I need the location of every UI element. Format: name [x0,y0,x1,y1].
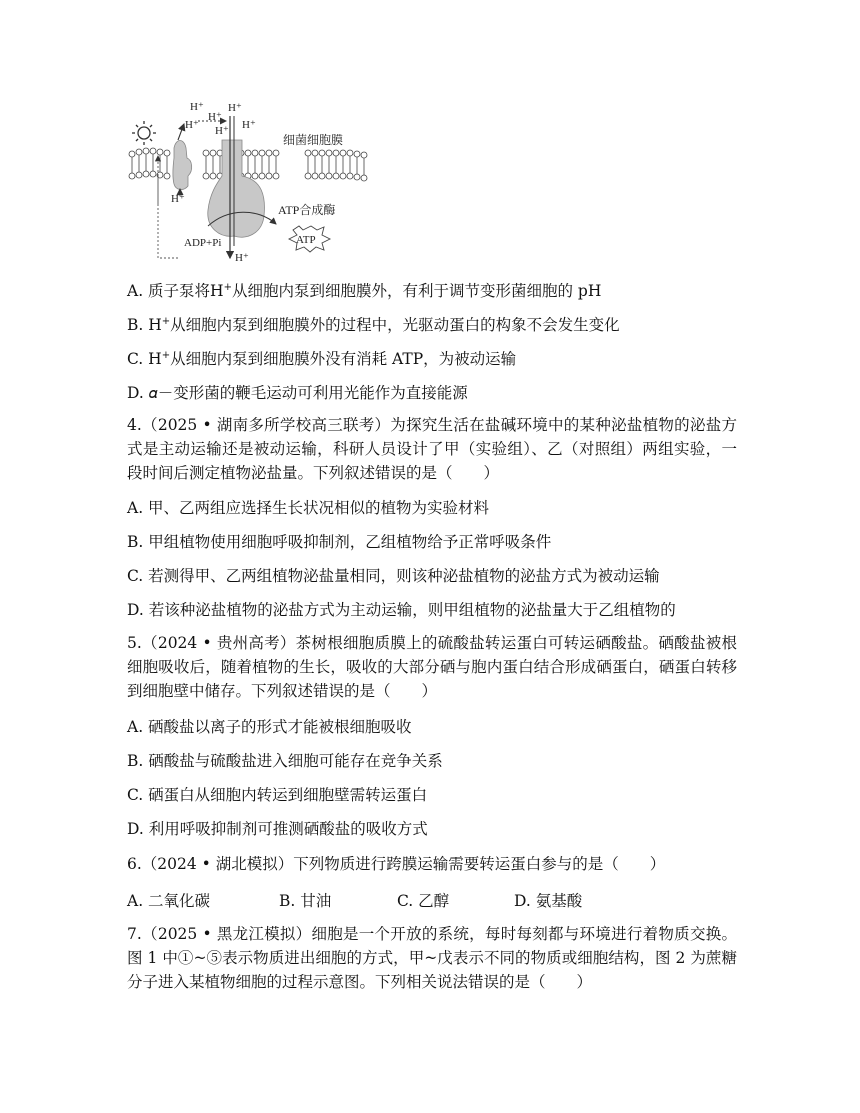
q4-option-b: B. 甲组植物使用细胞呼吸抑制剂，乙组植物给予正常呼吸条件 [127,533,552,551]
q5-option-b: B. 硒酸盐与硫酸盐进入细胞可能存在竞争关系 [127,752,443,770]
q4-stem: 4.（2025 • 湖南多所学校高三联考）为探究生活在盐碱环境中的某种泌盐植物的泌盐方式是主动运输还是被动运输，科研人员设计了甲（实验组）、乙（对照组）两组实验，一段时间后测定植物泌盐量。下列叙述错误的是（ ） [127,416,737,482]
adp-label: ADP+Pi [184,237,222,249]
h-label: H⁺ [215,125,229,137]
q7-stem: 7.（2025 • 黑龙江模拟）细胞是一个开放的系统，每时每刻都与环境进行着物质交换。图 1 中①~⑤表示物质进出细胞的方式，甲~戊表示不同的物质或细胞结构，图 2 为蔗糖分子进入某植物细胞的过程示意图。下列相关说法错误的是（ ） [127,925,737,991]
enzyme-label: ATP合成酶 [278,203,336,217]
proton-pump-protein [173,141,192,190]
q5-option-d: D. 利用呼吸抑制剂可推测硒酸盐的吸收方式 [127,820,428,838]
q4-option-a: A. 甲、乙两组应选择生长状况相似的植物为实验材料 [127,499,490,517]
q6-option-a: A. 二氧化碳 [127,892,211,910]
q3-option-d: D. 𝛼－变形菌的鞭毛运动可利用光能作为直接能源 [127,384,468,402]
h-label: H⁺ [235,252,249,264]
q3-option-a: A. 质子泵将H+从细胞内泵到细胞膜外，有利于调节变形菌细胞的 pH [127,281,602,300]
q5-stem: 5.（2024 • 贵州高考）茶树根细胞质膜上的硫酸盐转运蛋白可转运硒酸盐。硒酸盐被根细胞吸收后，随着植物的生长，吸收的大部分硒与胞内蛋白结合形成硒蛋白，硒蛋白转移到细胞壁中储存。下列叙述错误的是（ ） [127,634,737,700]
lipid-bilayer [129,148,367,181]
atp-label: ATP [296,234,316,246]
q4-option-c: C. 若测得甲、乙两组植物泌盐量相同，则该种泌盐植物的泌盐方式为被动运输 [127,567,660,585]
q6-stem: 6.（2024 • 湖北模拟）下列物质进行跨膜运输需要转运蛋白参与的是（ ） [127,855,666,873]
q3-option-c: C. H+从细胞内泵到细胞膜外没有消耗 ATP，为被动运输 [127,349,517,368]
membrane-diagram [118,96,378,268]
q6-option-b: B. 甘油 [279,892,332,910]
q5-option-c: C. 硒蛋白从细胞内转运到细胞壁需转运蛋白 [127,786,428,804]
q4-option-d: D. 若该种泌盐植物的泌盐方式为主动运输，则甲组植物的泌盐量大于乙组植物的 [127,601,676,619]
q3-option-b: B. H+从细胞内泵到细胞膜外的过程中，光驱动蛋白的构象不会发生变化 [127,315,620,334]
q6-option-c: C. 乙醇 [397,892,450,910]
h-label: H⁺ [185,119,199,131]
q6-options [127,889,582,913]
h-label: H⁺ [171,193,185,205]
membrane-label: 细菌细胞膜 [283,133,344,147]
h-label: H⁺ [190,101,204,113]
h-label: H⁺ [228,102,242,114]
sun-icon [132,121,156,145]
h-label: H⁺ [208,111,222,123]
h-label: H⁺ [242,119,256,131]
q6-option-d: D. 氨基酸 [514,892,583,910]
q5-option-a: A. 硒酸盐以离子的形式才能被根细胞吸收 [127,718,412,736]
